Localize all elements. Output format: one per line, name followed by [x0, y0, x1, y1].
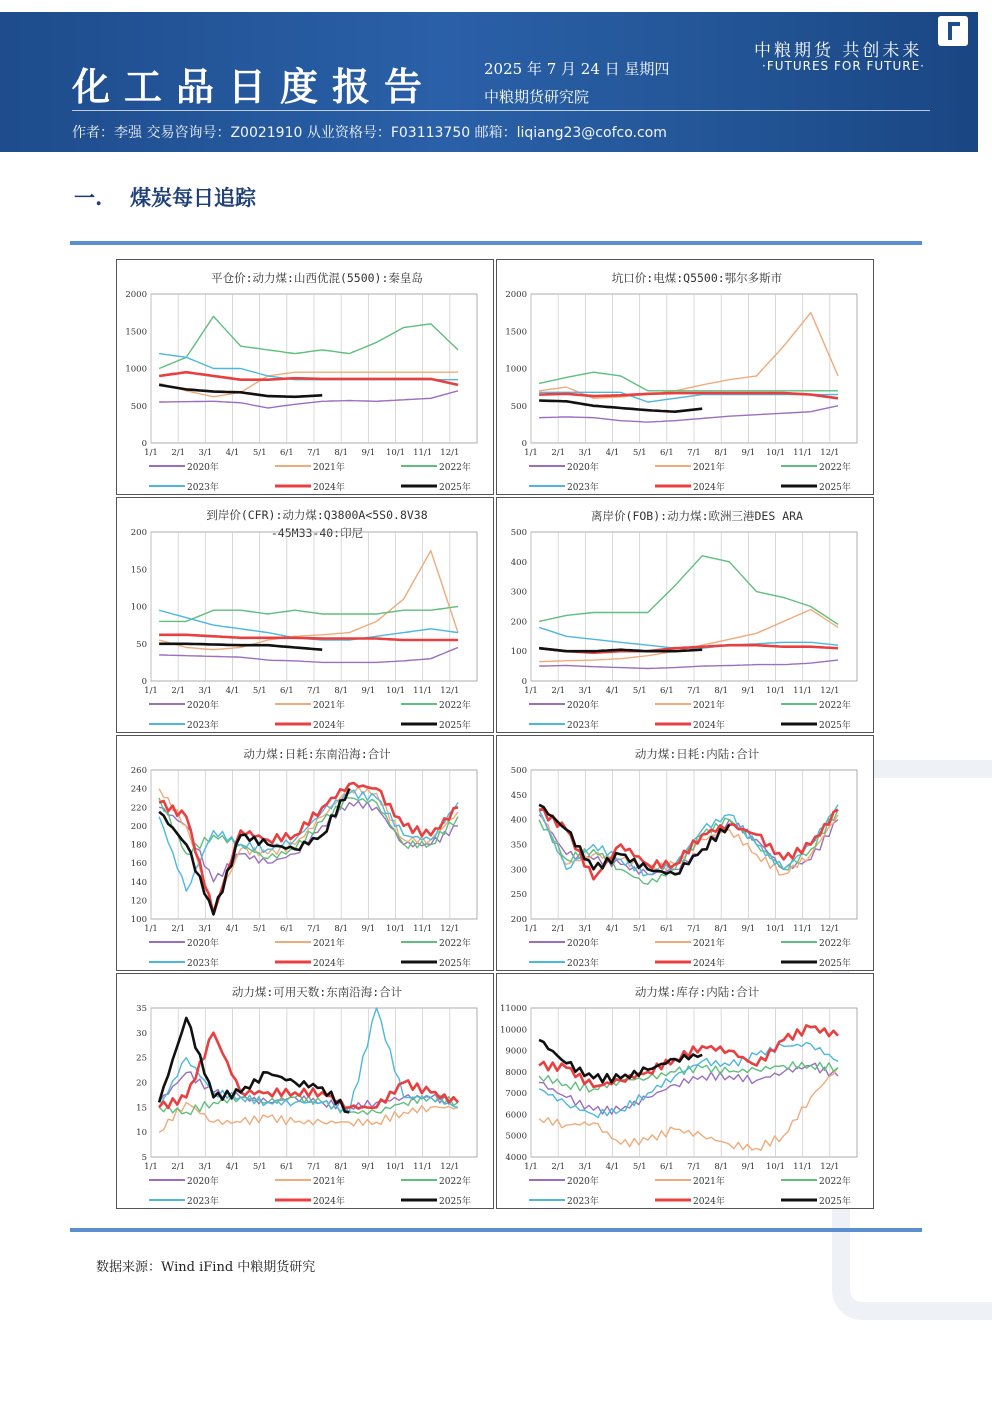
x-tick-label: 5/1: [252, 448, 267, 458]
legend-label: 2020年: [187, 1177, 219, 1187]
legend-label: 2025年: [439, 483, 471, 493]
header-divider: [72, 110, 930, 111]
x-tick-label: 11/1: [793, 686, 813, 696]
x-tick-label: 1/1: [524, 1162, 538, 1172]
chart-title: -45M33-40:印尼: [270, 526, 364, 540]
x-tick-label: 3/1: [578, 924, 593, 934]
legend-label: 2024年: [313, 483, 345, 493]
y-tick-label: 20: [136, 1078, 147, 1089]
report-title: 化工品日度报告: [72, 64, 437, 109]
x-tick-label: 2/1: [171, 448, 186, 458]
x-tick-label: 12/1: [820, 448, 840, 458]
y-tick-label: 100: [130, 602, 147, 613]
x-tick-label: 8/1: [334, 448, 349, 458]
y-tick-label: 300: [510, 865, 527, 876]
x-tick-label: 7/1: [687, 448, 701, 458]
x-tick-label: 5/1: [632, 924, 647, 934]
legend-label: 2020年: [567, 939, 599, 949]
x-tick-label: 10/1: [765, 924, 786, 934]
x-tick-label: 8/1: [714, 924, 729, 934]
y-tick-label: 8000: [505, 1067, 527, 1078]
x-tick-label: 6/1: [659, 924, 674, 934]
x-tick-label: 9/1: [741, 448, 756, 458]
y-tick-label: 9000: [505, 1046, 527, 1057]
x-tick-label: 4/1: [225, 924, 240, 934]
legend-label: 2022年: [439, 463, 471, 473]
series-line-2024年: [539, 1025, 838, 1086]
chart-panel-7: [116, 973, 494, 1209]
brand-slogan-en: ·FUTURES FOR FUTURE·: [762, 59, 925, 73]
legend-label: 2021年: [693, 939, 725, 949]
x-tick-label: 7/1: [687, 686, 701, 696]
x-tick-label: 5/1: [252, 686, 267, 696]
y-tick-label: 35: [136, 1004, 147, 1014]
x-tick-label: 5/1: [632, 1162, 647, 1172]
legend-label: 2023年: [187, 1197, 219, 1207]
chart-svg: [117, 736, 495, 972]
legend-label: 2024年: [693, 1197, 725, 1207]
legend-label: 2023年: [567, 1197, 599, 1207]
y-tick-label: 11000: [499, 1004, 527, 1014]
legend-label: 2024年: [313, 721, 345, 731]
x-tick-label: 10/1: [765, 448, 786, 458]
legend-label: 2025年: [439, 959, 471, 969]
y-tick-label: 160: [130, 859, 147, 870]
legend-label: 2023年: [187, 483, 219, 493]
x-tick-label: 1/1: [524, 924, 538, 934]
series-line-2024年: [159, 372, 458, 385]
chart-title: 坑口价:电煤:Q5500:鄂尔多斯市: [611, 271, 783, 285]
legend-label: 2020年: [187, 463, 219, 473]
x-tick-label: 12/1: [440, 448, 460, 458]
x-tick-label: 11/1: [413, 686, 433, 696]
x-tick-label: 3/1: [198, 924, 213, 934]
chart-panel-4: [496, 497, 874, 733]
legend-label: 2023年: [567, 483, 599, 493]
series-line-2021年: [159, 1102, 458, 1132]
x-tick-label: 3/1: [578, 1162, 593, 1172]
chart-panel-1: [116, 259, 494, 495]
y-tick-label: 400: [510, 557, 527, 568]
x-tick-label: 9/1: [741, 1162, 756, 1172]
x-tick-label: 9/1: [741, 686, 756, 696]
series-line-2025年: [159, 385, 322, 397]
y-tick-label: 500: [510, 528, 527, 538]
chart-title: 到岸价(CFR):动力煤:Q3800A<5S0.8V38: [206, 508, 428, 522]
x-tick-label: 6/1: [659, 1162, 674, 1172]
x-tick-label: 12/1: [440, 1162, 460, 1172]
chart-panel-8: [496, 973, 874, 1209]
legend-label: 2022年: [819, 463, 851, 473]
series-line-2021年: [539, 313, 838, 399]
report-date: 2025 年 7 月 24 日 星期四: [484, 60, 670, 78]
x-tick-label: 5/1: [252, 924, 267, 934]
legend-label: 2024年: [693, 959, 725, 969]
y-tick-label: 1000: [125, 364, 147, 375]
series-line-2020年: [539, 660, 838, 668]
x-tick-label: 12/1: [440, 924, 460, 934]
x-tick-label: 8/1: [714, 686, 729, 696]
y-tick-label: 400: [510, 815, 527, 826]
x-tick-label: 12/1: [820, 1162, 840, 1172]
legend-label: 2021年: [693, 463, 725, 473]
x-tick-label: 6/1: [279, 448, 294, 458]
series-line-2025年: [539, 401, 702, 412]
section-number: 一.: [74, 185, 103, 210]
x-tick-label: 9/1: [361, 1162, 376, 1172]
chart-svg: [497, 260, 875, 496]
y-tick-label: 180: [130, 840, 147, 851]
chart-title: 平仓价:动力煤:山西优混(5500):秦皇岛: [211, 271, 423, 285]
x-tick-label: 12/1: [820, 686, 840, 696]
x-tick-label: 8/1: [334, 924, 349, 934]
series-line-2022年: [159, 607, 458, 622]
x-tick-label: 7/1: [307, 686, 321, 696]
y-tick-label: 0: [521, 677, 527, 687]
y-tick-label: 500: [510, 401, 527, 412]
legend-label: 2022年: [819, 1177, 851, 1187]
legend-label: 2023年: [187, 959, 219, 969]
brand-slogan: 中粮期货 共创未来: [754, 41, 923, 61]
x-tick-label: 4/1: [225, 1162, 240, 1172]
x-tick-label: 12/1: [440, 686, 460, 696]
chart-svg: [117, 974, 495, 1210]
chart-svg: [497, 498, 875, 734]
x-tick-label: 11/1: [413, 924, 433, 934]
x-tick-label: 2/1: [171, 686, 186, 696]
x-tick-label: 11/1: [413, 1162, 433, 1172]
x-tick-label: 3/1: [198, 1162, 213, 1172]
x-tick-label: 1/1: [144, 686, 158, 696]
legend-label: 2021年: [313, 463, 345, 473]
top-divider: [70, 241, 922, 245]
chart-svg: [117, 498, 495, 734]
x-tick-label: 7/1: [687, 1162, 701, 1172]
y-tick-label: 30: [136, 1028, 147, 1039]
y-tick-label: 1500: [125, 327, 147, 338]
y-tick-label: 140: [130, 877, 147, 888]
x-tick-label: 6/1: [659, 686, 674, 696]
y-tick-label: 450: [510, 790, 527, 801]
chart-grid: [116, 259, 876, 1209]
x-tick-label: 2/1: [551, 924, 566, 934]
x-tick-label: 4/1: [605, 448, 620, 458]
legend-label: 2025年: [819, 721, 851, 731]
legend-label: 2024年: [693, 721, 725, 731]
x-tick-label: 5/1: [252, 1162, 267, 1172]
y-tick-label: 5: [141, 1153, 147, 1163]
y-tick-label: 10: [136, 1128, 147, 1139]
legend-label: 2023年: [187, 721, 219, 731]
y-tick-label: 6000: [505, 1110, 527, 1121]
legend-label: 2025年: [439, 721, 471, 731]
series-line-2020年: [159, 1072, 458, 1110]
x-tick-label: 1/1: [524, 448, 538, 458]
company-logo-icon: [938, 16, 968, 46]
x-tick-label: 5/1: [632, 448, 647, 458]
chart-panel-3: [116, 497, 494, 733]
x-tick-label: 2/1: [551, 448, 566, 458]
legend-label: 2023年: [567, 721, 599, 731]
y-tick-label: 10000: [499, 1025, 527, 1036]
x-tick-label: 12/1: [820, 924, 840, 934]
x-tick-label: 11/1: [413, 448, 433, 458]
y-tick-label: 250: [510, 890, 527, 901]
x-tick-label: 6/1: [279, 924, 294, 934]
x-tick-label: 6/1: [279, 1162, 294, 1172]
x-tick-label: 9/1: [361, 686, 376, 696]
chart-svg: [497, 974, 875, 1210]
y-tick-label: 260: [130, 766, 147, 776]
chart-title: 动力煤:日耗:东南沿海:合计: [243, 747, 391, 761]
y-tick-label: 0: [141, 677, 147, 687]
x-tick-label: 8/1: [714, 448, 729, 458]
x-tick-label: 10/1: [765, 686, 786, 696]
x-tick-label: 10/1: [385, 924, 406, 934]
x-tick-label: 1/1: [144, 1162, 158, 1172]
x-tick-label: 4/1: [225, 686, 240, 696]
x-tick-label: 10/1: [385, 1162, 406, 1172]
x-tick-label: 6/1: [659, 448, 674, 458]
series-line-2022年: [539, 556, 838, 625]
institute-name: 中粮期货研究院: [484, 88, 590, 106]
y-tick-label: 240: [130, 784, 147, 795]
x-tick-label: 2/1: [551, 1162, 566, 1172]
y-tick-label: 4000: [505, 1153, 527, 1163]
y-tick-label: 350: [510, 840, 527, 851]
legend-label: 2020年: [187, 701, 219, 711]
legend-label: 2020年: [567, 1177, 599, 1187]
x-tick-label: 4/1: [605, 686, 620, 696]
y-tick-label: 100: [130, 915, 147, 925]
x-tick-label: 3/1: [578, 686, 593, 696]
y-tick-label: 500: [510, 766, 527, 776]
section-title: 煤炭每日追踪: [130, 185, 256, 210]
legend-label: 2025年: [819, 1197, 851, 1207]
legend-label: 2023年: [567, 959, 599, 969]
legend-label: 2020年: [567, 701, 599, 711]
x-tick-label: 8/1: [334, 1162, 349, 1172]
y-tick-label: 2000: [505, 290, 527, 300]
y-tick-label: 300: [510, 587, 527, 598]
chart-title: 动力煤:日耗:内陆:合计: [634, 747, 760, 761]
chart-svg: [117, 260, 495, 496]
x-tick-label: 4/1: [605, 1162, 620, 1172]
x-tick-label: 8/1: [334, 686, 349, 696]
y-tick-label: 0: [141, 439, 147, 449]
x-tick-label: 7/1: [687, 924, 701, 934]
y-tick-label: 5000: [505, 1131, 527, 1142]
series-line-2023年: [539, 627, 838, 648]
x-tick-label: 11/1: [793, 448, 813, 458]
y-tick-label: 100: [510, 647, 527, 658]
legend-label: 2024年: [693, 483, 725, 493]
x-tick-label: 2/1: [171, 924, 186, 934]
series-line-2020年: [539, 1063, 838, 1114]
y-tick-label: 200: [130, 821, 147, 832]
y-tick-label: 1000: [505, 364, 527, 375]
y-tick-label: 500: [130, 401, 147, 412]
x-tick-label: 7/1: [307, 924, 321, 934]
legend-label: 2022年: [439, 701, 471, 711]
x-tick-label: 1/1: [524, 686, 538, 696]
x-tick-label: 3/1: [578, 448, 593, 458]
report-header: [0, 12, 978, 152]
author-info: 作者：李强 交易咨询号：Z0021910 从业资格号：F03113750 邮箱：liqiang23@cofco.com: [72, 125, 667, 141]
y-tick-label: 200: [130, 528, 147, 538]
legend-label: 2021年: [313, 1177, 345, 1187]
legend-label: 2025年: [819, 483, 851, 493]
x-tick-label: 10/1: [765, 1162, 786, 1172]
series-line-2020年: [159, 391, 458, 408]
chart-title: 动力煤:可用天数:东南沿海:合计: [231, 985, 403, 999]
legend-label: 2022年: [819, 939, 851, 949]
x-tick-label: 9/1: [361, 448, 376, 458]
chart-panel-6: [496, 735, 874, 971]
series-line-2022年: [159, 316, 458, 368]
bottom-divider: [70, 1228, 922, 1232]
data-source: 数据来源：Wind iFind 中粮期货研究: [96, 1260, 316, 1275]
series-line-2020年: [539, 406, 838, 422]
x-tick-label: 3/1: [198, 686, 213, 696]
x-tick-label: 7/1: [307, 448, 321, 458]
x-tick-label: 3/1: [198, 448, 213, 458]
y-tick-label: 25: [136, 1053, 147, 1064]
series-line-2021年: [539, 610, 838, 662]
series-line-2025年: [539, 1040, 702, 1082]
legend-label: 2020年: [187, 939, 219, 949]
x-tick-label: 10/1: [385, 686, 406, 696]
legend-label: 2025年: [439, 1197, 471, 1207]
legend-label: 2022年: [439, 1177, 471, 1187]
y-tick-label: 200: [510, 915, 527, 925]
x-tick-label: 11/1: [793, 924, 813, 934]
x-tick-label: 7/1: [307, 1162, 321, 1172]
x-tick-label: 11/1: [793, 1162, 813, 1172]
x-tick-label: 9/1: [361, 924, 376, 934]
legend-label: 2022年: [439, 939, 471, 949]
x-tick-label: 2/1: [551, 686, 566, 696]
y-tick-label: 2000: [125, 290, 147, 300]
legend-label: 2024年: [313, 959, 345, 969]
y-tick-label: 1500: [505, 327, 527, 338]
legend-label: 2021年: [693, 701, 725, 711]
x-tick-label: 10/1: [385, 448, 406, 458]
y-tick-label: 120: [130, 896, 147, 907]
chart-svg: [497, 736, 875, 972]
legend-label: 2022年: [819, 701, 851, 711]
x-tick-label: 4/1: [225, 448, 240, 458]
y-tick-label: 0: [521, 439, 527, 449]
y-tick-label: 150: [130, 565, 147, 576]
chart-title: 离岸价(FOB):动力煤:欧洲三港DES ARA: [591, 509, 803, 523]
x-tick-label: 4/1: [605, 924, 620, 934]
x-tick-label: 2/1: [171, 1162, 186, 1172]
legend-label: 2024年: [313, 1197, 345, 1207]
x-tick-label: 6/1: [279, 686, 294, 696]
legend-label: 2021年: [313, 939, 345, 949]
chart-panel-5: [116, 735, 494, 971]
y-tick-label: 220: [130, 803, 147, 814]
legend-label: 2020年: [567, 463, 599, 473]
x-tick-label: 5/1: [632, 686, 647, 696]
chart-panel-2: [496, 259, 874, 495]
x-tick-label: 9/1: [741, 924, 756, 934]
y-tick-label: 15: [136, 1103, 147, 1114]
y-tick-label: 7000: [505, 1089, 527, 1100]
legend-label: 2021年: [313, 701, 345, 711]
x-tick-label: 1/1: [144, 448, 158, 458]
legend-label: 2021年: [693, 1177, 725, 1187]
x-tick-label: 8/1: [714, 1162, 729, 1172]
y-tick-label: 200: [510, 617, 527, 628]
legend-label: 2025年: [819, 959, 851, 969]
chart-title: 动力煤:库存:内陆:合计: [634, 985, 760, 999]
x-tick-label: 1/1: [144, 924, 158, 934]
y-tick-label: 50: [136, 639, 147, 650]
